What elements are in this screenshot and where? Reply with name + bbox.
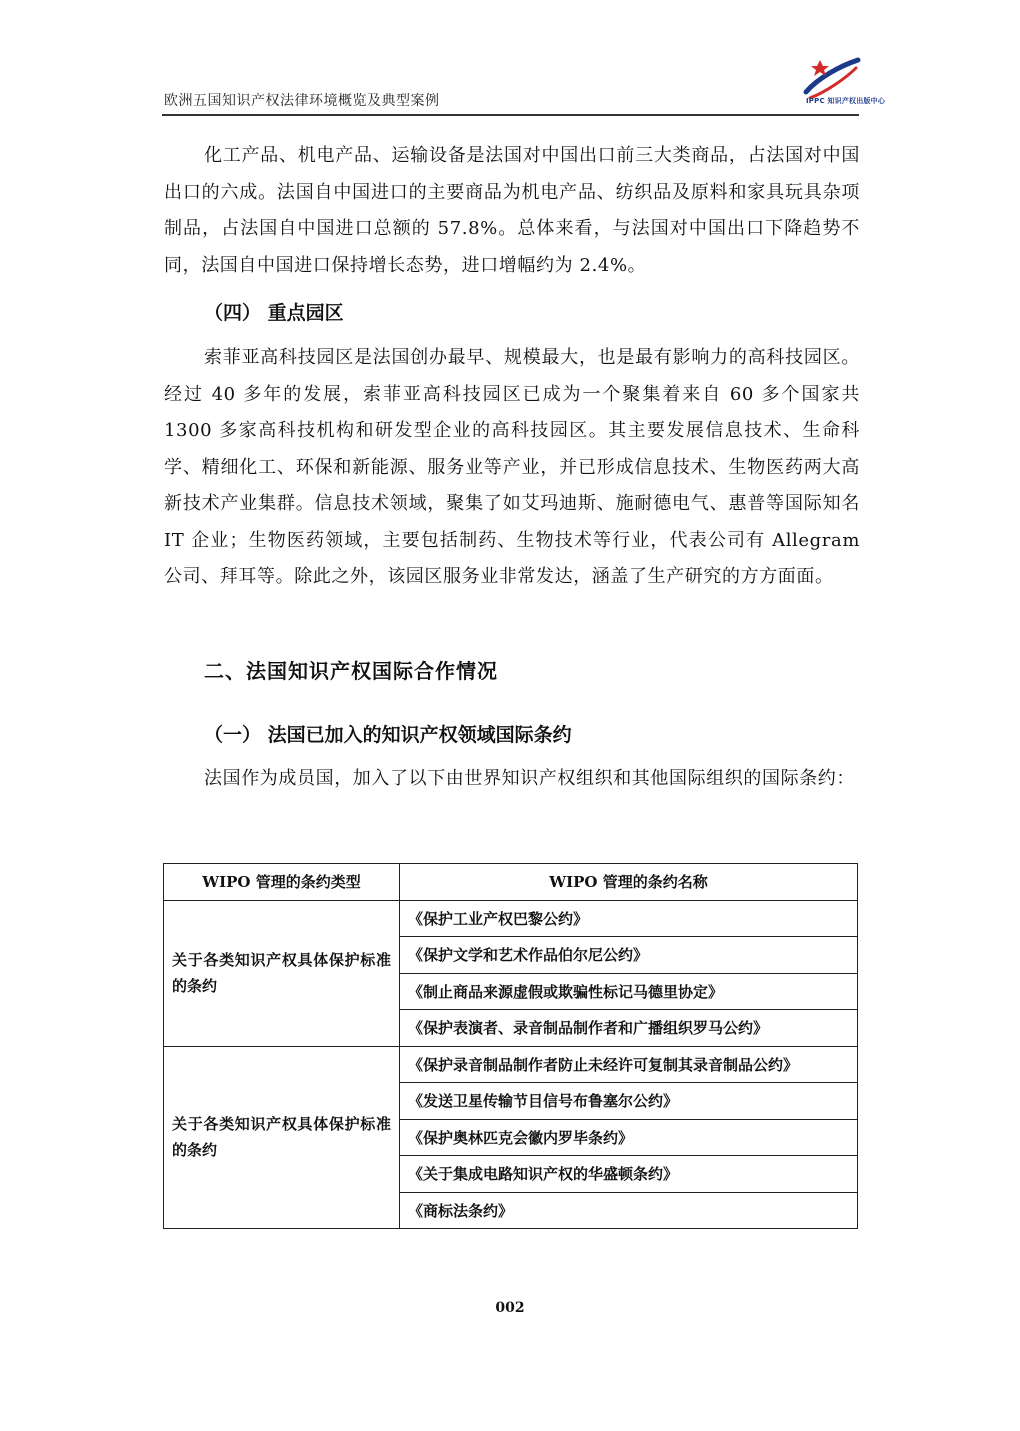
treaty-name: 《保护奥林匹克会徽内罗毕条约》 <box>400 1119 858 1156</box>
treaty-category: 关于各类知识产权具体保护标准的条约 <box>164 900 400 1046</box>
header-rule <box>162 114 859 116</box>
table-row <box>164 900 858 937</box>
treaty-name: 《制止商品来源虚假或欺骗性标记马德里协定》 <box>400 973 858 1010</box>
chapter-heading-cooperation: 二、法国知识产权国际合作情况 <box>204 659 498 683</box>
page-number: 002 <box>495 1300 525 1316</box>
table-header-name: WIPO 管理的条约名称 <box>400 864 858 901</box>
treaty-name: 《保护文学和艺术作品伯尔尼公约》 <box>400 937 858 974</box>
section-heading-key-parks: （四） 重点园区 <box>204 302 344 324</box>
paragraph-sophia-park: 索菲亚高科技园区是法国创办最早、规模最大，也是最有影响力的高科技园区。经过 40 多年的发展，索菲亚高科技园区已成为一个聚集着来自 60 多个国家共 1300 多家高科技机构和研发型企业的高科技园区。其主要发展信息技术、生命科学、精细化工、环保和新能源、服务业等产业，并已形成信息技术、生物医药两大高新技术产业集群。信息技术领域，聚集了如艾玛迪斯、施耐德电气、惠普等国际知名 IT 企业；生物医药领域，主要包括制药、生物技术等行业，代表公司有 Allegram 公司、拜耳等。除此之外，该园区服务业非常发达，涵盖了生产研究的方方面面。 <box>164 347 860 587</box>
treaty-name: 《保护工业产权巴黎公约》 <box>400 900 858 937</box>
treaty-name: 《保护表演者、录音制品制作者和广播组织罗马公约》 <box>400 1010 858 1047</box>
table-header-type: WIPO 管理的条约类型 <box>164 864 400 901</box>
treaty-name: 《发送卫星传输节目信号布鲁塞尔公约》 <box>400 1083 858 1120</box>
logo-caption: IPPC 知识产权出版中心 <box>806 97 886 105</box>
running-header-title: 欧洲五国知识产权法律环境概览及典型案例 <box>164 93 440 109</box>
treaty-name: 《商标法条约》 <box>400 1192 858 1229</box>
section-heading-treaties: （一） 法国已加入的知识产权领域国际条约 <box>204 724 572 746</box>
table-header-row <box>164 864 858 901</box>
table-row <box>164 1046 858 1083</box>
paragraph-treaties-intro: 法国作为成员国，加入了以下由世界知识产权组织和其他国际组织的国际条约： <box>204 768 855 789</box>
paragraph-trade: 化工产品、机电产品、运输设备是法国对中国出口前三大类商品，占法国对中国出口的六成。法国自中国进口的主要商品为机电产品、纺织品及原料和家具玩具杂项制品，占法国自中国进口总额的 57.8%。总体来看，与法国对中国出口下降趋势不同，法国自中国进口保持增长态势，进口增幅约为 2.4%。 <box>164 145 860 276</box>
treaty-table <box>163 863 858 1229</box>
treaty-name: 《保护录音制品制作者防止未经许可复制其录音制品公约》 <box>400 1046 858 1083</box>
treaty-name: 《关于集成电路知识产权的华盛顿条约》 <box>400 1156 858 1193</box>
treaty-category: 关于各类知识产权具体保护标准的条约 <box>164 1046 400 1229</box>
